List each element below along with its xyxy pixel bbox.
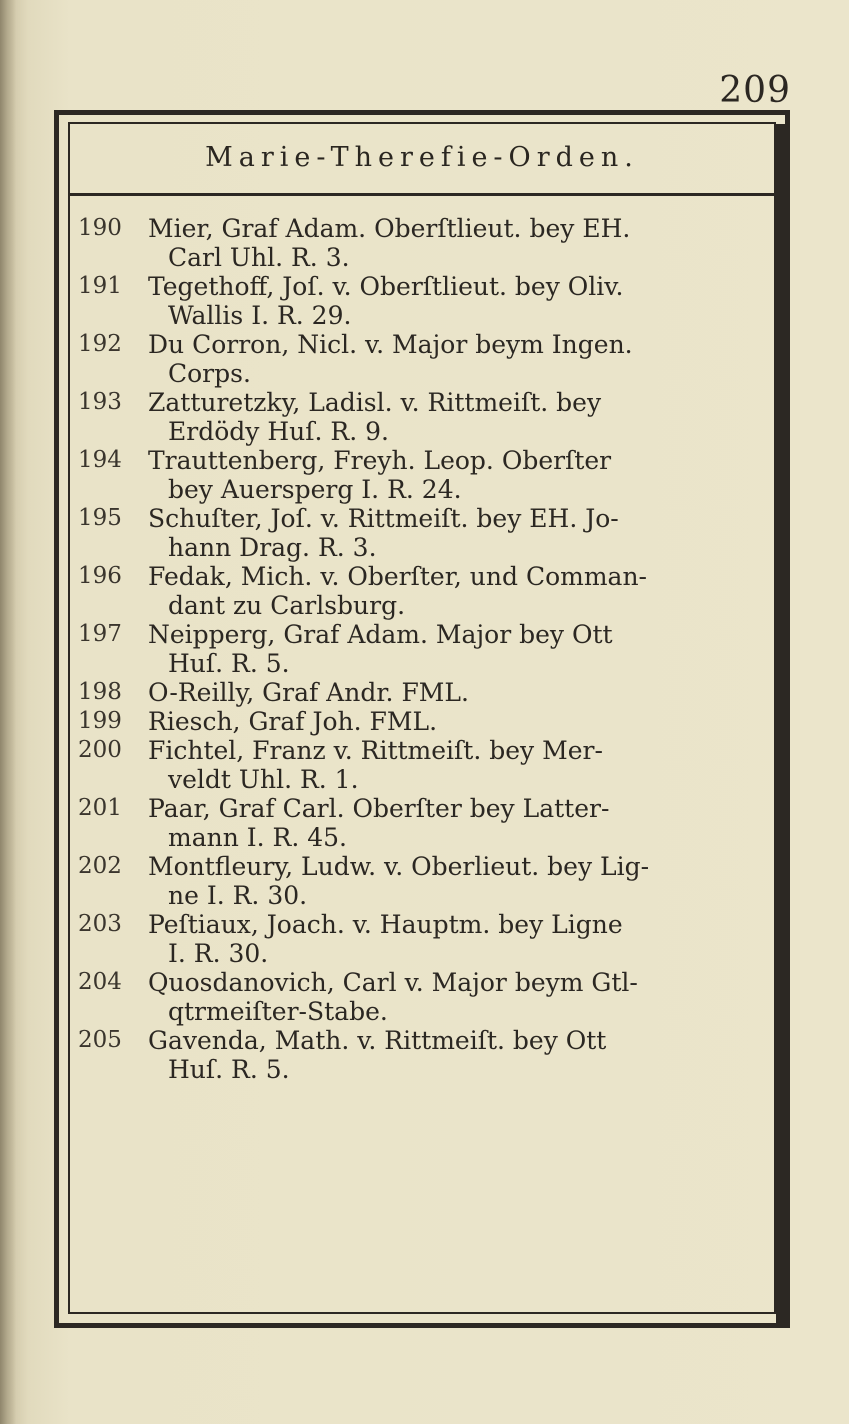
entry-number: 196 — [78, 563, 122, 589]
entry-number: 192 — [78, 331, 122, 357]
entry-text: Montfleury, Ludw. v. Oberlieut. bey Lig- — [148, 852, 650, 881]
list-item — [78, 852, 768, 910]
entry-text: Mier, Graf Adam. Oberſtlieut. bey EH. — [148, 214, 631, 243]
list-item — [78, 1026, 768, 1084]
entry-continuation: Huſ. R. 5. — [168, 649, 290, 678]
entry-text: Tegethoff, Joſ. v. Oberſtlieut. bey Oliv. — [148, 272, 624, 301]
entry-continuation: ne I. R. 30. — [168, 881, 308, 910]
entry-text: Du Corron, Nicl. v. Major beym Ingen. — [148, 330, 633, 359]
entry-number: 190 — [78, 215, 122, 241]
list-item — [78, 736, 768, 794]
entry-continuation: Huſ. R. 5. — [168, 1055, 290, 1084]
page-number: 209 — [719, 70, 791, 111]
list-item — [78, 968, 768, 1026]
section-title: Marie-Therefie-Orden. — [205, 142, 639, 173]
entry-continuation: I. R. 30. — [168, 939, 269, 968]
list-item — [78, 562, 768, 620]
entry-text: Neipperg, Graf Adam. Major bey Ott — [148, 620, 613, 649]
entry-continuation: bey Auersperg I. R. 24. — [168, 475, 462, 504]
entry-continuation: qtrmeiſter-Stabe. — [168, 997, 388, 1026]
list-item — [78, 794, 768, 852]
entry-number: 194 — [78, 447, 122, 473]
list-item — [78, 272, 768, 330]
entry-number: 204 — [78, 969, 122, 995]
entry-number: 197 — [78, 621, 122, 647]
frame-right-bar — [776, 124, 790, 1326]
entry-number: 205 — [78, 1027, 122, 1053]
list-item — [78, 678, 768, 707]
entry-number: 202 — [78, 853, 122, 879]
entry-continuation: dant zu Carlsburg. — [168, 591, 406, 620]
list-item — [78, 707, 768, 736]
entry-number: 201 — [78, 795, 122, 821]
entry-list — [78, 214, 768, 1084]
list-item — [78, 620, 768, 678]
entry-text: Schuſter, Joſ. v. Rittmeiſt. bey EH. Jo- — [148, 504, 619, 533]
entry-number: 195 — [78, 505, 122, 531]
list-item — [78, 214, 768, 272]
entry-continuation: hann Drag. R. 3. — [168, 533, 377, 562]
entry-number: 193 — [78, 389, 122, 415]
entry-continuation: Carl Uhl. R. 3. — [168, 243, 350, 272]
entry-number: 203 — [78, 911, 122, 937]
list-item — [78, 446, 768, 504]
entry-number: 199 — [78, 708, 122, 734]
entry-continuation: veldt Uhl. R. 1. — [168, 765, 359, 794]
entry-number: 200 — [78, 737, 122, 763]
list-item — [78, 504, 768, 562]
entry-number: 198 — [78, 679, 122, 705]
entry-text: Riesch, Graf Joh. FML. — [148, 707, 438, 736]
entry-text: Trauttenberg, Freyh. Leop. Oberſter — [148, 446, 612, 475]
entry-text: Zatturetzky, Ladisl. v. Rittmeiſt. bey — [148, 388, 602, 417]
entry-continuation: Corps. — [168, 359, 251, 388]
entry-text: Paar, Graf Carl. Oberſter bey Latter- — [148, 794, 610, 823]
entry-number: 191 — [78, 273, 122, 299]
entry-text: Fedak, Mich. v. Oberſter, und Comman- — [148, 562, 647, 591]
entry-text: Fichtel, Franz v. Rittmeiſt. bey Mer- — [148, 736, 603, 765]
entry-text: Peſtiaux, Joach. v. Hauptm. bey Ligne — [148, 910, 623, 939]
section-header — [70, 122, 774, 196]
entry-continuation: Erdödy Huſ. R. 9. — [168, 417, 389, 446]
page-gutter — [0, 0, 16, 1424]
entry-text: Quosdanovich, Carl v. Major beym Gtl- — [148, 968, 638, 997]
entry-text: O-Reilly, Graf Andr. FML. — [148, 678, 469, 707]
entry-text: Gavenda, Math. v. Rittmeiſt. bey Ott — [148, 1026, 607, 1055]
list-item — [78, 388, 768, 446]
list-item — [78, 330, 768, 388]
list-item — [78, 910, 768, 968]
entry-continuation: mann I. R. 45. — [168, 823, 348, 852]
entry-continuation: Wallis I. R. 29. — [168, 301, 352, 330]
